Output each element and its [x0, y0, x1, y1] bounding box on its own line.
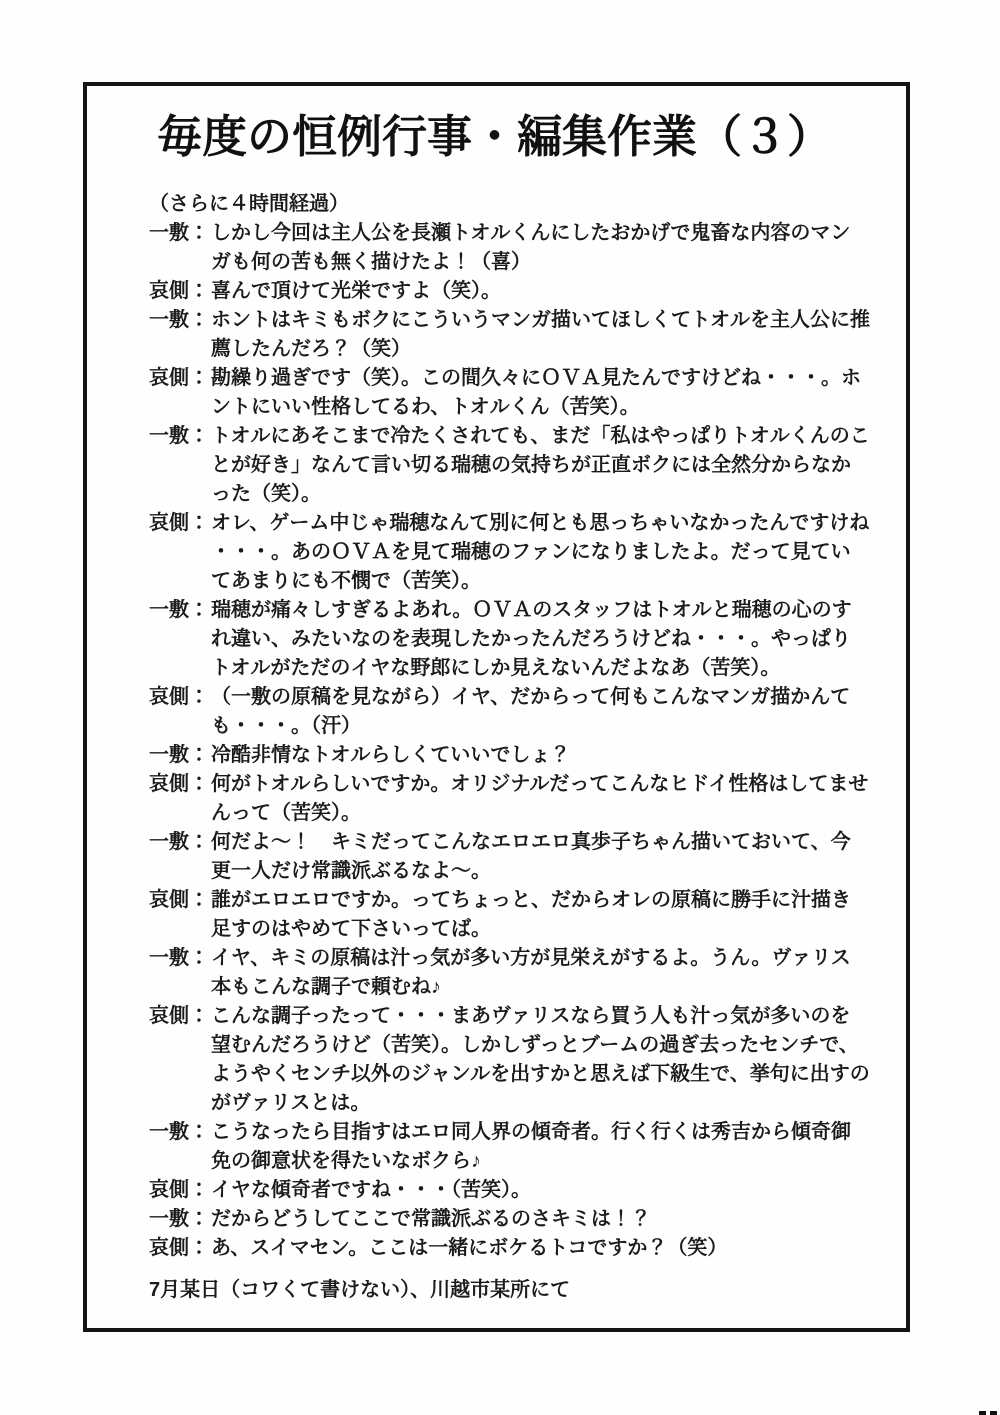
dialogue-text: あ、スイマセン。ここは一緒にボケるトコですか？（笑）	[211, 1237, 728, 1259]
speaker-label	[149, 1205, 211, 1234]
speaker-colon: ：	[189, 686, 209, 708]
speaker-colon: ：	[189, 1208, 209, 1230]
speaker-colon: ：	[189, 425, 209, 447]
speaker-colon: ：	[189, 222, 209, 244]
dialogue-entry	[149, 828, 870, 886]
dialogue-text: トオルにあそこまで冷たくされても、まだ「私はやっぱりトオルくんのことが好き」なんて言い切る瑞穂の気持ちが正直ボクには全然分からなかった（笑）。	[211, 425, 870, 505]
dialogue-entry	[149, 741, 870, 770]
speaker-name: 哀側	[149, 773, 189, 795]
dialogue-entry	[149, 1002, 870, 1118]
dialogue-text: 何だよ～！ キミだってこんなエロエロ真歩子ちゃん描いておいて、今更一人だけ常識派ぶるなよ～。	[211, 831, 851, 882]
dialogue-text: イヤな傾奇者ですね・・・（苦笑）。	[211, 1179, 531, 1201]
speaker-name: 哀側	[149, 280, 189, 302]
speaker-colon: ：	[189, 1179, 209, 1201]
dialogue-text: しかし今回は主人公を長瀬トオルくんにしたおかげで鬼畜な内容のマンガも何の苦も無く描けたよ！（喜）	[211, 222, 851, 273]
speaker-name: 一敷	[149, 744, 189, 766]
speaker-colon: ：	[189, 1121, 209, 1143]
dialogue-text: だからどうしてここで常識派ぶるのさキミは！？	[211, 1208, 651, 1230]
dialogue-text: 喜んで頂けて光栄ですよ（笑）。	[211, 280, 501, 302]
speaker-name: 哀側	[149, 1005, 189, 1027]
date-place-line: 7月某日（コワくて書けない）、川越市某所にて	[149, 1279, 571, 1301]
speaker-label	[149, 219, 211, 248]
speaker-label	[149, 1118, 211, 1147]
speaker-label	[149, 422, 211, 451]
speaker-name: 哀側	[149, 1179, 189, 1201]
speaker-colon: ：	[189, 512, 209, 534]
speaker-colon: ：	[189, 367, 209, 389]
speaker-label	[149, 770, 211, 799]
speaker-label	[149, 596, 211, 625]
dialogue-entry	[149, 1118, 870, 1176]
speaker-colon: ：	[189, 1005, 209, 1027]
dialogue-entry	[149, 422, 870, 509]
speaker-name: 哀側	[149, 1237, 189, 1259]
speaker-name: 一敷	[149, 425, 189, 447]
speaker-colon: ：	[189, 280, 209, 302]
dialogue-text: 瑞穂が痛々しすぎるよあれ。ＯＶＡのスタッフはトオルと瑞穂の心のすれ違い、みたいなのを表現したかったんだろうけどね・・・。やっぱりトオルがただのイヤな野郎にしか見えないんだよなあ（苦笑）。	[211, 599, 852, 679]
speaker-label	[149, 277, 211, 306]
speaker-label	[149, 944, 211, 973]
speaker-colon: ：	[189, 1237, 209, 1259]
speaker-colon: ：	[189, 599, 209, 621]
dialogue-text: こんな調子ったって・・・まあヴァリスなら買う人も汁っ気が多いのを望むんだろうけど（苦笑）。しかしずっとブームの過ぎ去ったセンチで、ようやくセンチ以外のジャンルを出すかと思えば下級生で、挙句に出すのがヴァリスとは。	[211, 1005, 870, 1114]
afterword-panel	[83, 82, 910, 1332]
speaker-colon: ：	[189, 773, 209, 795]
speaker-name: 哀側	[149, 512, 189, 534]
dialogue-entry	[149, 596, 870, 683]
speaker-label	[149, 1002, 211, 1031]
speaker-label	[149, 741, 211, 770]
dialogue-entry	[149, 683, 870, 741]
speaker-name: 一敷	[149, 1121, 189, 1143]
speaker-label	[149, 1176, 211, 1205]
stage-direction: （さらに４時間経過）	[149, 193, 349, 215]
dialogue-entry	[149, 509, 870, 596]
speaker-colon: ：	[189, 889, 209, 911]
dialogue-entry	[149, 886, 870, 944]
speaker-colon: ：	[189, 947, 209, 969]
dialogue-entry	[149, 944, 870, 1002]
speaker-name: 哀側	[149, 686, 189, 708]
speaker-label	[149, 683, 211, 712]
speaker-colon: ：	[189, 744, 209, 766]
speaker-name: 一敷	[149, 947, 189, 969]
dialogue-list	[149, 219, 870, 1263]
dialogue-entry	[149, 1176, 870, 1205]
dialogue-entry	[149, 219, 870, 277]
speaker-name: 哀側	[149, 367, 189, 389]
dialogue-entry	[149, 1234, 870, 1263]
speaker-label	[149, 828, 211, 857]
speaker-name: 一敷	[149, 222, 189, 244]
page-corner-mark	[990, 1411, 997, 1415]
speaker-name: 一敷	[149, 1208, 189, 1230]
speaker-label	[149, 509, 211, 538]
speaker-name: 一敷	[149, 831, 189, 853]
dialogue-entry	[149, 770, 870, 828]
dialogue-text: ホントはキミもボクにこういうマンガ描いてほしくてトオルを主人公に推薦したんだろ？（笑）	[211, 309, 870, 360]
dialogue-text: 勘繰り過ぎです（笑）。この間久々にＯＶＡ見たんですけどね・・・。ホントにいい性格してるわ、トオルくん（苦笑）。	[211, 367, 861, 418]
speaker-name: 一敷	[149, 309, 189, 331]
dialogue-entry	[149, 306, 870, 364]
dialogue-text: 何がトオルらしいですか。オリジナルだってこんなヒドイ性格はしてませんって（苦笑）。	[211, 773, 869, 824]
speaker-colon: ：	[189, 831, 209, 853]
speaker-label	[149, 306, 211, 335]
speaker-label	[149, 886, 211, 915]
dialogue-entry	[149, 277, 870, 306]
speaker-label	[149, 364, 211, 393]
speaker-name: 一敷	[149, 599, 189, 621]
dialogue-text: イヤ、キミの原稿は汁っ気が多い方が見栄えがするよ。うん。ヴァリス本もこんな調子で頼むね♪	[211, 947, 851, 998]
page-title: 毎度の恒例行事・編集作業（３）	[157, 111, 833, 162]
dialogue-text: オレ、ゲーム中じゃ瑞穂なんて別に何とも思っちゃいなかったんですけね・・・。あのＯＶＡを見て瑞穂のファンになりましたよ。だって見ていてあまりにも不憫で（苦笑）。	[211, 512, 870, 592]
speaker-colon: ：	[189, 309, 209, 331]
dialogue-entry	[149, 364, 870, 422]
dialogue-text: 冷酷非情なトオルらしくていいでしょ？	[211, 744, 571, 766]
dialogue-text: （一敷の原稿を見ながら）イヤ、だからって何もこんなマンガ描かんても・・・。（汗）	[211, 686, 851, 737]
speaker-label	[149, 1234, 211, 1263]
speaker-name: 哀側	[149, 889, 189, 911]
dialogue-entry	[149, 1205, 870, 1234]
dialogue-text: 誰がエロエロですか。ってちょっと、だからオレの原稿に勝手に汁描き足すのはやめて下さいってば。	[211, 889, 851, 940]
dialogue-text: こうなったら目指すはエロ同人界の傾奇者。行く行くは秀吉から傾奇御免の御意状を得たいなボクら♪	[211, 1121, 851, 1172]
